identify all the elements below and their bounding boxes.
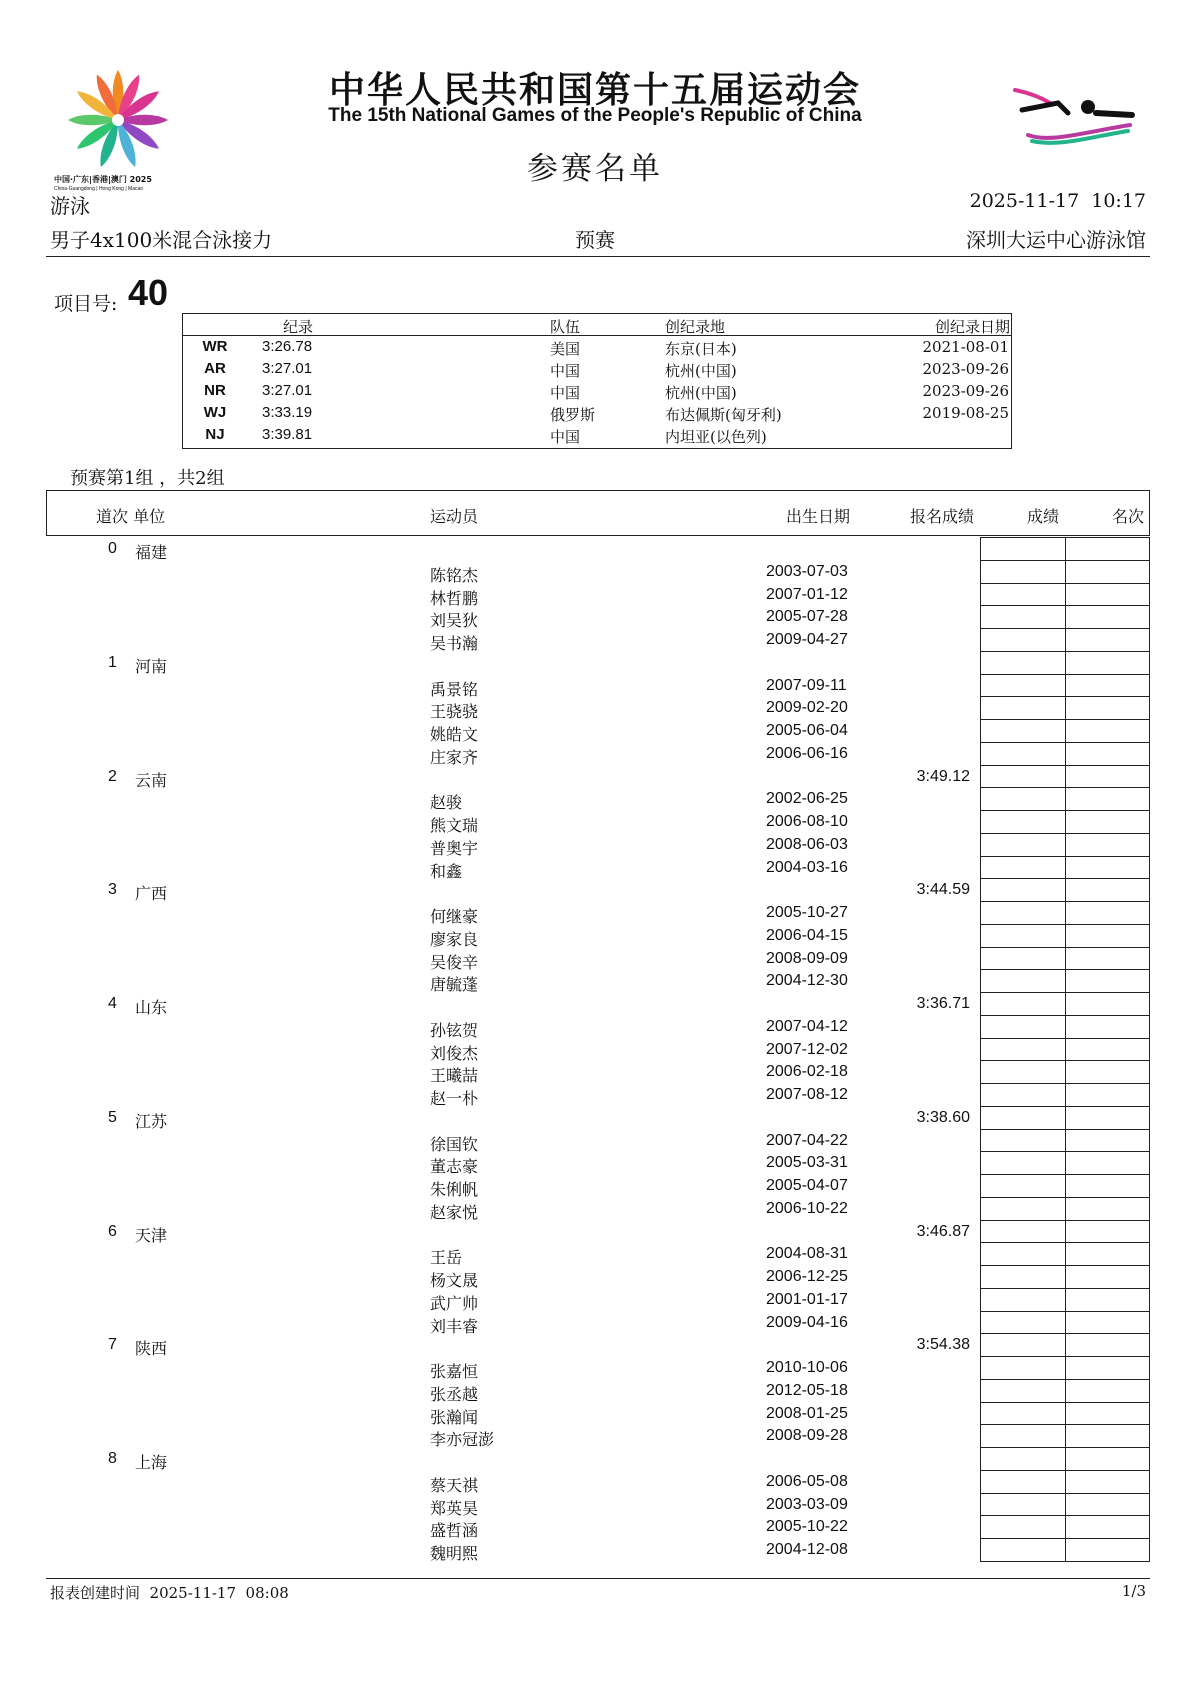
rank-cell: [1065, 1265, 1150, 1289]
record-time: 3:27.01: [262, 382, 313, 399]
rank-cell: [1065, 833, 1150, 857]
athlete-dob: 2009-04-27: [766, 631, 848, 648]
athlete-name: 孙铉贺: [430, 1020, 479, 1040]
team-entry-time: 3:44.59: [916, 881, 970, 899]
team-entry-time: 3:46.87: [916, 1222, 970, 1240]
athlete-dob: 2007-04-22: [766, 1131, 848, 1149]
team-lane: 2: [108, 767, 117, 785]
result-cell: [980, 1265, 1066, 1289]
result-cell: [980, 878, 1066, 902]
athlete-dob: 2004-12-30: [766, 972, 848, 990]
team-lane: 0: [108, 540, 117, 557]
result-cell: [980, 1470, 1066, 1494]
athlete-dob: 2001-01-17: [766, 1290, 848, 1308]
rank-cell: [1065, 1311, 1150, 1335]
col-rank: 名次: [1112, 507, 1145, 526]
athlete-dob: 2007-04-12: [766, 1017, 848, 1035]
event-name: 男子4x100米混合泳接力: [50, 228, 273, 252]
athlete-dob: 2007-09-11: [766, 676, 847, 694]
athlete-dob: 2006-02-18: [766, 1063, 848, 1081]
rank-cell: [1065, 674, 1150, 698]
records-header-date: 创纪录日期: [934, 318, 1010, 336]
result-cell: [980, 605, 1066, 629]
document-title: 参赛名单: [527, 151, 663, 187]
result-cell: [980, 1174, 1066, 1198]
record-place: 内坦亚(以色列): [665, 428, 767, 446]
result-cell: [980, 992, 1066, 1016]
rank-cell: [1065, 651, 1150, 675]
result-cell: [980, 1493, 1066, 1517]
team-unit: 广西: [135, 884, 168, 904]
records-header-team: 队伍: [550, 318, 581, 336]
result-cell: [980, 560, 1066, 584]
team-unit: 河南: [135, 656, 168, 676]
result-cell: [980, 651, 1066, 675]
rank-cell: [1065, 1356, 1150, 1380]
athlete-name: 朱俐帆: [430, 1180, 479, 1199]
athlete-dob: 2009-02-20: [766, 699, 848, 717]
result-cell: [980, 1356, 1066, 1380]
rank-cell: [1065, 947, 1150, 971]
rank-cell: [1065, 992, 1150, 1016]
rank-cell: [1065, 583, 1150, 607]
team-lane: 1: [108, 653, 117, 671]
athlete-name: 廖家良: [430, 929, 479, 949]
team-entry-time: 3:49.12: [916, 767, 970, 785]
athlete-name: 吴书瀚: [430, 634, 479, 653]
team-unit: 上海: [135, 1453, 168, 1472]
record-date: 2023-09-26: [922, 382, 1009, 400]
athlete-dob: 2005-07-28: [766, 608, 848, 626]
athlete-name: 何继豪: [430, 907, 479, 926]
result-cell: [980, 1038, 1066, 1062]
col-athlete: 运动员: [430, 507, 479, 526]
rank-cell: [1065, 1515, 1150, 1539]
athlete-name: 张嘉恒: [430, 1362, 479, 1381]
rank-cell: [1065, 628, 1150, 652]
record-code: WR: [202, 338, 228, 355]
athlete-dob: 2003-07-03: [766, 562, 848, 580]
athlete-name: 李亦冠澎: [430, 1430, 495, 1450]
col-lane-unit: 道次 单位: [96, 507, 166, 526]
result-cell: [980, 537, 1066, 561]
athlete-name: 陈铭杰: [430, 565, 479, 585]
team-unit: 云南: [135, 770, 168, 790]
athlete-dob: 2005-04-07: [766, 1177, 848, 1194]
rank-cell: [1065, 1470, 1150, 1494]
athlete-name: 唐毓蓬: [430, 975, 479, 995]
team-entry-time: 3:36.71: [916, 995, 970, 1012]
rank-cell: [1065, 810, 1150, 834]
rank-cell: [1065, 1106, 1150, 1130]
record-date: 2019-08-25: [922, 404, 1009, 422]
rank-cell: [1065, 605, 1150, 629]
record-team: 中国: [550, 384, 581, 402]
rank-cell: [1065, 787, 1150, 811]
athlete-name: 刘俊杰: [430, 1043, 479, 1063]
record-time: 3:27.01: [262, 360, 313, 377]
result-cell: [980, 1129, 1066, 1153]
rank-cell: [1065, 537, 1150, 561]
result-cell: [980, 1083, 1066, 1107]
rank-cell: [1065, 1174, 1150, 1198]
result-cell: [980, 787, 1066, 811]
athlete-name: 张瀚闻: [430, 1407, 479, 1427]
records-header-record: 纪录: [283, 318, 314, 336]
athlete-name: 王岳: [430, 1248, 463, 1268]
records-header-place: 创纪录地: [665, 318, 726, 336]
result-cell: [980, 1447, 1066, 1471]
result-cell: [980, 1015, 1066, 1039]
athlete-dob: 2009-04-16: [766, 1313, 848, 1331]
team-entry-time: 3:38.60: [916, 1108, 970, 1126]
heat-title: 预赛第1组 ，共2组: [70, 468, 225, 489]
record-date: 2021-08-01: [922, 338, 1009, 356]
rank-cell: [1065, 1493, 1150, 1517]
record-time: 3:33.19: [262, 404, 313, 421]
team-lane: 6: [108, 1222, 117, 1240]
athlete-name: 刘丰睿: [430, 1316, 479, 1336]
result-cell: [980, 742, 1066, 766]
rank-cell: [1065, 1083, 1150, 1107]
team-unit: 江苏: [135, 1111, 168, 1131]
record-code: NJ: [205, 426, 225, 443]
rank-cell: [1065, 1538, 1150, 1562]
rank-cell: [1065, 901, 1150, 925]
result-cell: [980, 810, 1066, 834]
report-created: 报表创建时间 2025-11-17 08:08: [50, 1584, 289, 1602]
rank-cell: [1065, 878, 1150, 902]
athlete-name: 姚皓文: [430, 725, 479, 744]
athlete-name: 禹景铭: [430, 679, 479, 699]
rank-cell: [1065, 1242, 1150, 1266]
result-cell: [980, 1333, 1066, 1357]
athlete-dob: 2012-05-18: [766, 1381, 848, 1399]
team-unit: 陕西: [135, 1339, 168, 1359]
record-team: 俄罗斯: [550, 406, 596, 424]
rank-cell: [1065, 1038, 1150, 1062]
team-lane: 8: [108, 1450, 117, 1467]
svg-text:China·Guangdong | Hong Kong |: China·Guangdong | Hong Kong | Macao: [54, 186, 144, 192]
athlete-dob: 2006-12-25: [766, 1268, 848, 1285]
record-place: 东京(日本): [665, 340, 737, 358]
result-cell: [980, 696, 1066, 720]
athlete-name: 盛哲涵: [430, 1521, 479, 1541]
result-cell: [980, 833, 1066, 857]
result-cell: [980, 1106, 1066, 1130]
athlete-name: 庄家齐: [430, 747, 479, 767]
rank-cell: [1065, 1060, 1150, 1084]
athlete-name: 王曦喆: [430, 1066, 479, 1086]
result-cell: [980, 674, 1066, 698]
rank-cell: [1065, 719, 1150, 743]
athlete-name: 张丞越: [430, 1384, 479, 1404]
result-cell: [980, 947, 1066, 971]
record-date: 2023-09-26: [922, 360, 1009, 378]
rank-cell: [1065, 969, 1150, 993]
athlete-name: 普奥宇: [430, 838, 479, 858]
athlete-dob: 2008-06-03: [766, 835, 848, 853]
header-divider: [46, 256, 1150, 257]
team-lane: 4: [108, 995, 117, 1012]
rank-cell: [1065, 1379, 1150, 1403]
record-time: 3:26.78: [262, 338, 313, 355]
rank-cell: [1065, 765, 1150, 789]
athlete-dob: 2005-03-31: [766, 1154, 848, 1172]
sport-name: 游泳: [50, 194, 90, 218]
rank-cell: [1065, 1288, 1150, 1312]
result-cell: [980, 969, 1066, 993]
rank-cell: [1065, 856, 1150, 880]
rank-cell: [1065, 1447, 1150, 1471]
athlete-name: 赵家悦: [430, 1202, 479, 1222]
result-cell: [980, 1424, 1066, 1448]
team-unit: 天津: [135, 1225, 168, 1245]
page-number: 1/3: [1121, 1582, 1146, 1600]
athlete-dob: 2007-01-12: [766, 585, 848, 603]
result-cell: [980, 719, 1066, 743]
result-cell: [980, 1538, 1066, 1562]
athlete-dob: 2006-08-10: [766, 813, 848, 830]
rank-cell: [1065, 742, 1150, 766]
athlete-name: 杨文晟: [430, 1271, 479, 1290]
rank-cell: [1065, 560, 1150, 584]
athlete-name: 魏明熙: [430, 1544, 479, 1563]
result-cell: [980, 1060, 1066, 1084]
col-result: 成绩: [1027, 507, 1060, 526]
athlete-dob: 2005-06-04: [766, 722, 848, 739]
rank-cell: [1065, 696, 1150, 720]
entries-header-box: [46, 490, 1150, 536]
athlete-name: 徐国钦: [430, 1134, 479, 1154]
record-team: 中国: [550, 362, 581, 380]
athlete-dob: 2007-12-02: [766, 1040, 848, 1058]
rank-cell: [1065, 1402, 1150, 1426]
athlete-dob: 2004-12-08: [766, 1541, 848, 1558]
athlete-name: 董志豪: [430, 1157, 479, 1177]
record-place: 杭州(中国): [665, 362, 737, 380]
athlete-dob: 2004-08-31: [766, 1245, 848, 1263]
athlete-dob: 2002-06-25: [766, 790, 848, 808]
result-cell: [980, 901, 1066, 925]
athlete-name: 蔡天祺: [430, 1475, 479, 1495]
result-cell: [980, 1220, 1066, 1244]
result-cell: [980, 765, 1066, 789]
footer-divider: [46, 1578, 1150, 1579]
result-cell: [980, 1402, 1066, 1426]
athlete-dob: 2008-09-28: [766, 1427, 848, 1445]
event-number-label: 项目号:: [54, 293, 118, 315]
team-lane: 5: [108, 1108, 117, 1126]
round-name: 预赛: [575, 228, 615, 252]
result-cell: [980, 1379, 1066, 1403]
athlete-dob: 2003-03-09: [766, 1495, 848, 1513]
col-entry: 报名成绩: [910, 507, 975, 526]
rank-cell: [1065, 1015, 1150, 1039]
athlete-dob: 2005-10-27: [766, 904, 848, 921]
result-cell: [980, 1515, 1066, 1539]
athlete-dob: 2006-04-15: [766, 926, 848, 944]
athlete-dob: 2010-10-06: [766, 1359, 848, 1376]
athlete-name: 刘吴狄: [430, 611, 479, 631]
rank-cell: [1065, 1151, 1150, 1175]
athlete-name: 武广帅: [430, 1293, 479, 1313]
result-cell: [980, 1311, 1066, 1335]
athlete-name: 郑英昊: [430, 1498, 479, 1518]
athlete-dob: 2006-06-16: [766, 744, 848, 762]
record-place: 杭州(中国): [665, 384, 737, 402]
team-unit: 山东: [135, 998, 168, 1017]
result-cell: [980, 924, 1066, 948]
result-cell: [980, 628, 1066, 652]
svg-text:中国·广东|香港|澳门 2025: 中国·广东|香港|澳门 2025: [54, 175, 152, 184]
rank-cell: [1065, 1129, 1150, 1153]
result-cell: [980, 1242, 1066, 1266]
athlete-dob: 2008-01-25: [766, 1404, 848, 1422]
team-lane: 3: [108, 881, 117, 899]
record-code: NR: [204, 382, 226, 399]
record-team: 美国: [550, 340, 581, 358]
rank-cell: [1065, 1220, 1150, 1244]
rank-cell: [1065, 924, 1150, 948]
record-time: 3:39.81: [262, 426, 313, 443]
athlete-dob: 2006-05-08: [766, 1472, 848, 1490]
team-unit: 福建: [135, 543, 168, 562]
rank-cell: [1065, 1333, 1150, 1357]
record-code: WJ: [203, 404, 227, 421]
report-datetime: 2025-11-17 10:17: [969, 190, 1146, 212]
athlete-name: 吴俊辛: [430, 952, 479, 972]
event-number: 40: [128, 272, 169, 313]
athlete-dob: 2004-03-16: [766, 858, 848, 876]
result-cell: [980, 1197, 1066, 1221]
team-lane: 7: [108, 1336, 117, 1354]
athlete-name: 王骁骁: [430, 702, 479, 722]
athlete-dob: 2007-08-12: [766, 1086, 848, 1103]
athlete-name: 林哲鹏: [430, 588, 479, 608]
rank-cell: [1065, 1197, 1150, 1221]
rank-cell: [1065, 1424, 1150, 1448]
result-cell: [980, 1288, 1066, 1312]
record-place: 布达佩斯(匈牙利): [665, 406, 782, 424]
athlete-dob: 2008-09-09: [766, 949, 848, 967]
athlete-name: 熊文瑞: [430, 816, 479, 835]
athlete-dob: 2006-10-22: [766, 1199, 848, 1217]
result-cell: [980, 856, 1066, 880]
games-title-cn: 中华人民共和国第十五届运动会: [328, 70, 861, 111]
athlete-name: 赵一朴: [430, 1089, 479, 1108]
result-cell: [980, 583, 1066, 607]
record-team: 中国: [550, 428, 581, 446]
athlete-name: 和鑫: [430, 861, 463, 881]
team-entry-time: 3:54.38: [916, 1336, 970, 1354]
result-cell: [980, 1151, 1066, 1175]
athlete-name: 赵骏: [430, 793, 463, 813]
record-code: AR: [204, 360, 226, 377]
games-title-en: The 15th National Games of the People's Republic of China: [328, 105, 862, 126]
venue-name: 深圳大运中心游泳馆: [966, 228, 1146, 252]
athlete-dob: 2005-10-22: [766, 1518, 848, 1536]
col-dob: 出生日期: [786, 507, 851, 526]
